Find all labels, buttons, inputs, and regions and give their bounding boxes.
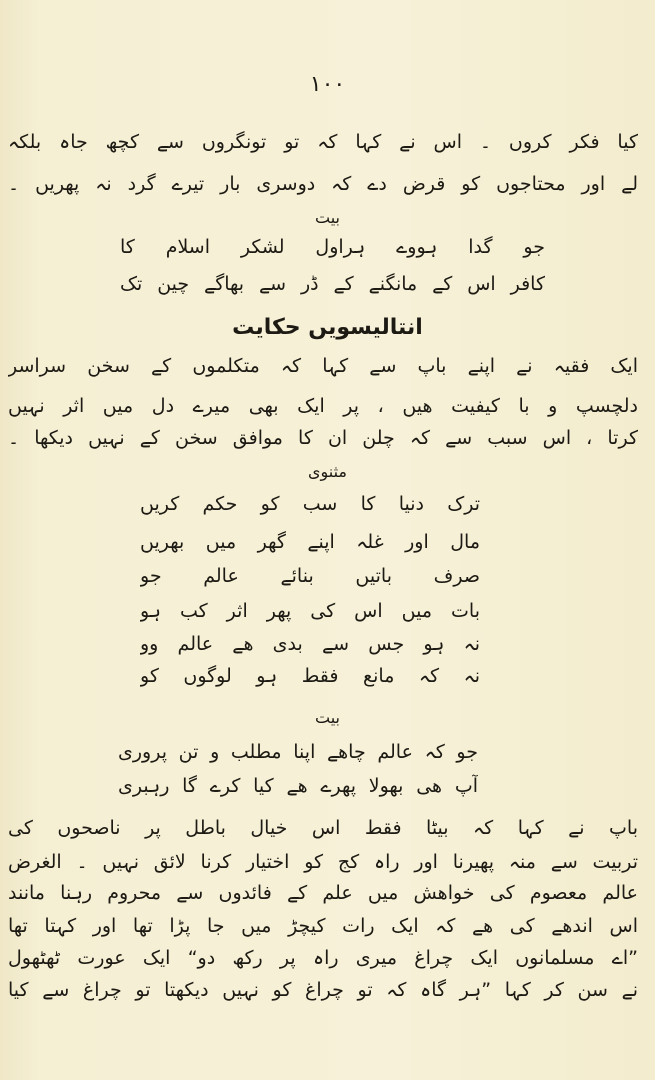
story-title: انتالیسویں حکایت bbox=[232, 315, 423, 340]
page-number: ۱۰۰ bbox=[309, 72, 346, 97]
paragraph3-line-2: تربیت سے منہ پھیرنا اور راہ کج کو اختیار کرنا لائق نہیں ۔ الغرض bbox=[8, 851, 638, 873]
couplet1-line-1: جو گدا ہووے ہراول لشکر اسلام کا bbox=[120, 236, 545, 258]
masnavi-label: مثنوی bbox=[307, 462, 347, 481]
couplet1-line-2: کافر اس کے مانگنے کے ڈر سے بھاگے چین تک bbox=[120, 273, 545, 295]
paragraph3-line-4: اس اندھے کی ھے کہ ایک رات کیچڑ میں جا پڑا تھا اور کہتا تھا bbox=[8, 915, 638, 937]
couplet2-line-2: آپ ھی بھولا پھرے ھے کیا کرے گا رہبری bbox=[118, 775, 478, 797]
paragraph1-line-1: کیا فکر کروں ۔ اس نے کہا کہ تو تونگروں سے کچھ جاہ بلکہ bbox=[8, 131, 638, 153]
masnavi-line-3: صرف باتیں بنائے عالم جو bbox=[140, 565, 480, 587]
paragraph1-line-2: لے اور محتاجوں کو قرض دے کہ دوسری بار تیرے گرد نہ پھریں ۔ bbox=[8, 173, 638, 195]
bait-label-2: بیت bbox=[315, 708, 340, 727]
paragraph3-line-3: عالم معصوم کی خواھش میں علم کے فائدوں سے محروم رہنا مانند bbox=[8, 882, 638, 904]
paragraph2-line-1: ایک فقیہ نے اپنے باپ سے کہا کہ متکلموں کے سخن سراسر bbox=[8, 355, 638, 377]
masnavi-line-5: نہ ہو جس سے بدی ھے عالم وو bbox=[140, 633, 480, 655]
couplet2-line-1: جو کہ عالم چاھے اپنا مطلب و تن پروری bbox=[118, 741, 478, 763]
bait-label-1: بیت bbox=[315, 208, 340, 227]
masnavi-line-6: نہ کہ مانع فقط ہو لوگوں کو bbox=[140, 665, 480, 687]
paragraph2-line-3: کرتا ، اس سبب سے کہ چلن ان کا موافق سخن کے نہیں دیکھا ۔ bbox=[8, 427, 638, 449]
masnavi-line-2: مال اور غلہ اپنے گھر میں بھریں bbox=[140, 531, 480, 553]
paragraph3-line-6: نے سن کر کہا ”ہر گاہ کہ تو چراغ کو نہیں دیکھتا تو چراغ سے کیا bbox=[8, 979, 638, 1001]
paragraph2-line-2: دلچسپ و با کیفیت ھیں ، پر ایک بھی میرے دل میں اثر نہیں bbox=[8, 395, 638, 417]
masnavi-line-4: بات میں اس کی پھر اثر کب ہو bbox=[140, 600, 480, 622]
paragraph3-line-1: باپ نے کہا کہ بیٹا فقط اس خیال باطل پر ناصحوں کی bbox=[8, 817, 638, 839]
masnavi-line-1: ترک دنیا کا سب کو حکم کریں bbox=[140, 493, 480, 515]
paragraph3-line-5: ”اے مسلمانوں ایک چراغ میری راہ پر رکھ دو“ ایک عورت ٹھٹھول bbox=[8, 947, 638, 969]
